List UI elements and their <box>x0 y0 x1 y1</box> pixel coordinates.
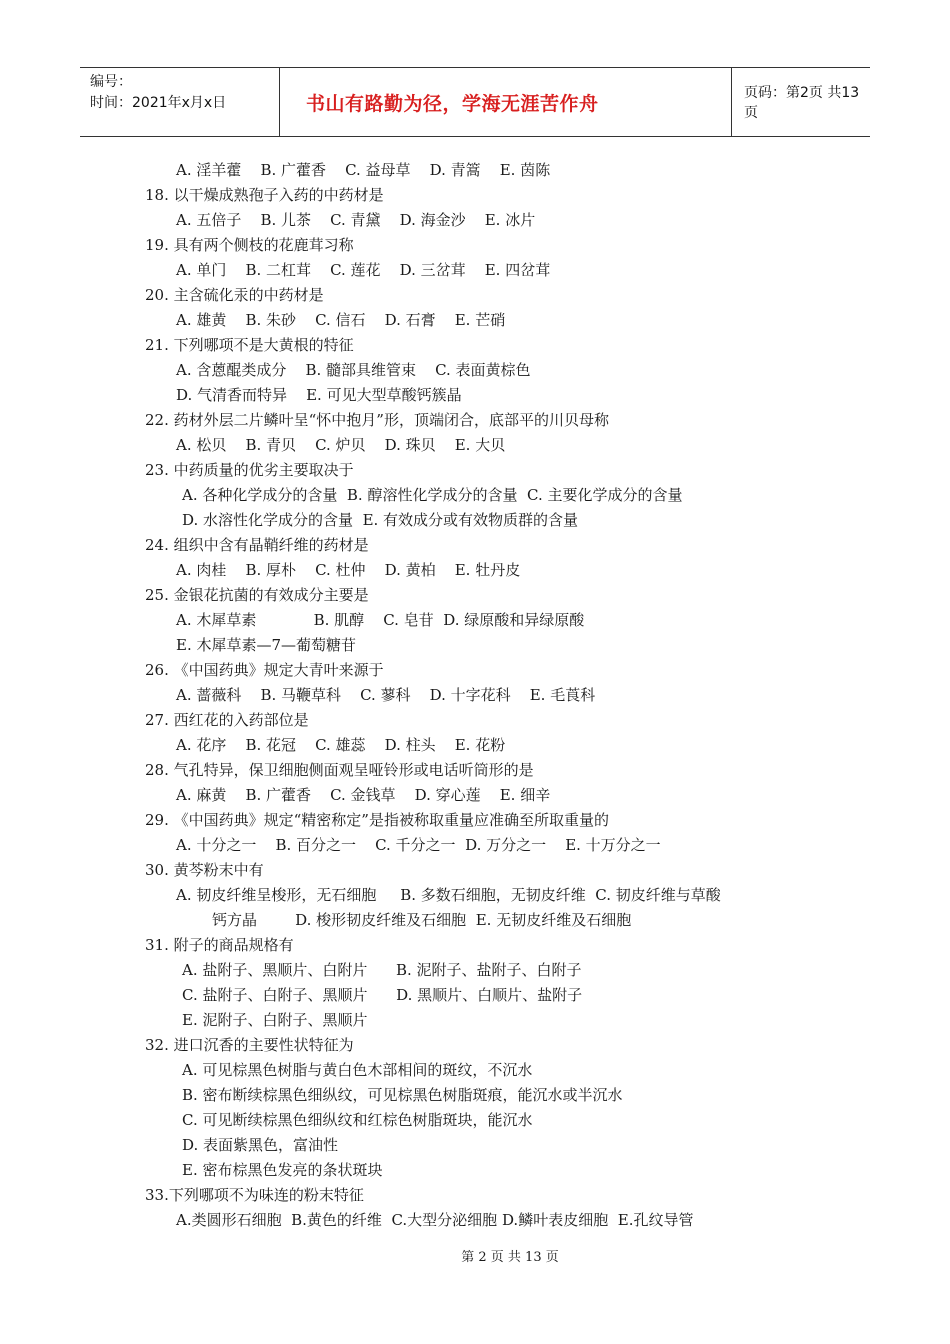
question-line: 27. 西红花的入药部位是 <box>145 711 309 729</box>
option-line: A. 盐附子、黑顺片、白附片 B. 泥附子、盐附子、白附子 <box>182 961 582 979</box>
option-line: A. 含蒽醌类成分 B. 髓部具维管束 C. 表面黄棕色 <box>176 361 531 379</box>
question-line: 26. 《中国药典》规定大青叶来源于 <box>145 661 384 679</box>
header-meta <box>80 68 280 136</box>
option-line: A. 单门 B. 二杠茸 C. 莲花 D. 三岔茸 E. 四岔茸 <box>176 261 551 279</box>
option-line: A. 十分之一 B. 百分之一 C. 千分之一 D. 万分之一 E. 十万分之一 <box>176 836 661 854</box>
option-line: A. 韧皮纤维呈梭形，无石细胞 B. 多数石细胞，无韧皮纤维 C. 韧皮纤维与草酸 <box>176 886 721 904</box>
option-line: C. 盐附子、白附子、黑顺片 D. 黑顺片、白顺片、盐附子 <box>182 986 583 1004</box>
question-line: 29. 《中国药典》规定“精密称定”是指被称取重量应准确至所取重量的 <box>145 811 609 829</box>
option-line: A. 雄黄 B. 朱砂 C. 信石 D. 石膏 E. 芒硝 <box>176 311 506 329</box>
question-line: 30. 黄芩粉末中有 <box>145 861 264 879</box>
question-line: 22. 药材外层二片鳞叶呈“怀中抱月”形，顶端闭合，底部平的川贝母称 <box>145 411 609 429</box>
question-line: 33.下列哪项不为味连的粉末特征 <box>145 1186 364 1204</box>
page-header <box>80 67 870 137</box>
option-line: D. 表面紫黑色，富油性 <box>182 1136 339 1154</box>
question-line: 19. 具有两个侧枝的花鹿茸习称 <box>145 236 354 254</box>
option-line: A. 麻黄 B. 广藿香 C. 金钱草 D. 穿心莲 E. 细辛 <box>176 786 551 804</box>
page-footer: 第 2 页 共 13 页 <box>461 1250 559 1265</box>
option-line: A. 木犀草素 B. 肌醇 C. 皂苷 D. 绿原酸和异绿原酸 <box>176 611 585 629</box>
question-line: 28. 气孔特异，保卫细胞侧面观呈哑铃形或电话听筒形的是 <box>145 761 534 779</box>
option-line: 钙方晶 D. 梭形韧皮纤维及石细胞 E. 无韧皮纤维及石细胞 <box>212 911 632 929</box>
option-line: B. 密布断续棕黑色细纵纹，可见棕黑色树脂斑痕，能沉水或半沉水 <box>182 1086 623 1104</box>
option-line: D. 水溶性化学成分的含量 E. 有效成分或有效物质群的含量 <box>182 511 579 529</box>
question-line: 21. 下列哪项不是大黄根的特征 <box>145 336 354 354</box>
option-line: A.类圆形石细胞 B.黄色的纤维 C.大型分泌细胞 D.鳞叶表皮细胞 E.孔纹导管 <box>176 1211 694 1229</box>
option-line: A. 各种化学成分的含量 B. 醇溶性化学成分的含量 C. 主要化学成分的含量 <box>182 486 683 504</box>
header-page-code: 页码：第2页 共13页 <box>744 85 860 121</box>
option-line: A. 五倍子 B. 儿茶 C. 青黛 D. 海金沙 E. 冰片 <box>176 211 536 229</box>
question-line: 31. 附子的商品规格有 <box>145 936 294 954</box>
question-line: 20. 主含硫化汞的中药材是 <box>145 286 324 304</box>
header-motto: 书山有路勤为径，学海无涯苦作舟 <box>280 68 732 136</box>
question-line: 18. 以干燥成熟孢子入药的中药材是 <box>145 186 384 204</box>
option-line: A. 肉桂 B. 厚朴 C. 杜仲 D. 黄柏 E. 牡丹皮 <box>176 561 521 579</box>
option-line: A. 可见棕黑色树脂与黄白色木部相间的斑纹，不沉水 <box>182 1061 533 1079</box>
option-line: A. 蔷薇科 B. 马鞭草科 C. 蓼科 D. 十字花科 E. 毛莨科 <box>176 686 596 704</box>
option-line: E. 木犀草素—7—葡萄糖苷 <box>176 636 357 654</box>
option-line: A. 淫羊藿 B. 广藿香 C. 益母草 D. 青篙 E. 茵陈 <box>176 161 551 179</box>
option-line: E. 密布棕黑色发亮的条状斑块 <box>182 1161 383 1179</box>
option-line: C. 可见断续棕黑色细纵纹和红棕色树脂斑块，能沉水 <box>182 1111 533 1129</box>
option-line: D. 气清香而特异 E. 可见大型草酸钙簇晶 <box>176 386 462 404</box>
question-line: 24. 组织中含有晶鞘纤维的药材是 <box>145 536 369 554</box>
question-line: 23. 中药质量的优劣主要取决于 <box>145 461 354 479</box>
document-code-label: 编号： <box>90 74 132 90</box>
option-line: A. 松贝 B. 青贝 C. 炉贝 D. 珠贝 E. 大贝 <box>176 436 506 454</box>
option-line: E. 泥附子、白附子、黑顺片 <box>182 1011 368 1029</box>
question-line: 32. 进口沉香的主要性状特征为 <box>145 1036 354 1054</box>
option-line: A. 花序 B. 花冠 C. 雄蕊 D. 柱头 E. 花粉 <box>176 736 506 754</box>
document-date: 时间：2021年x月x日 <box>90 95 227 111</box>
question-line: 25. 金银花抗菌的有效成分主要是 <box>145 586 369 604</box>
